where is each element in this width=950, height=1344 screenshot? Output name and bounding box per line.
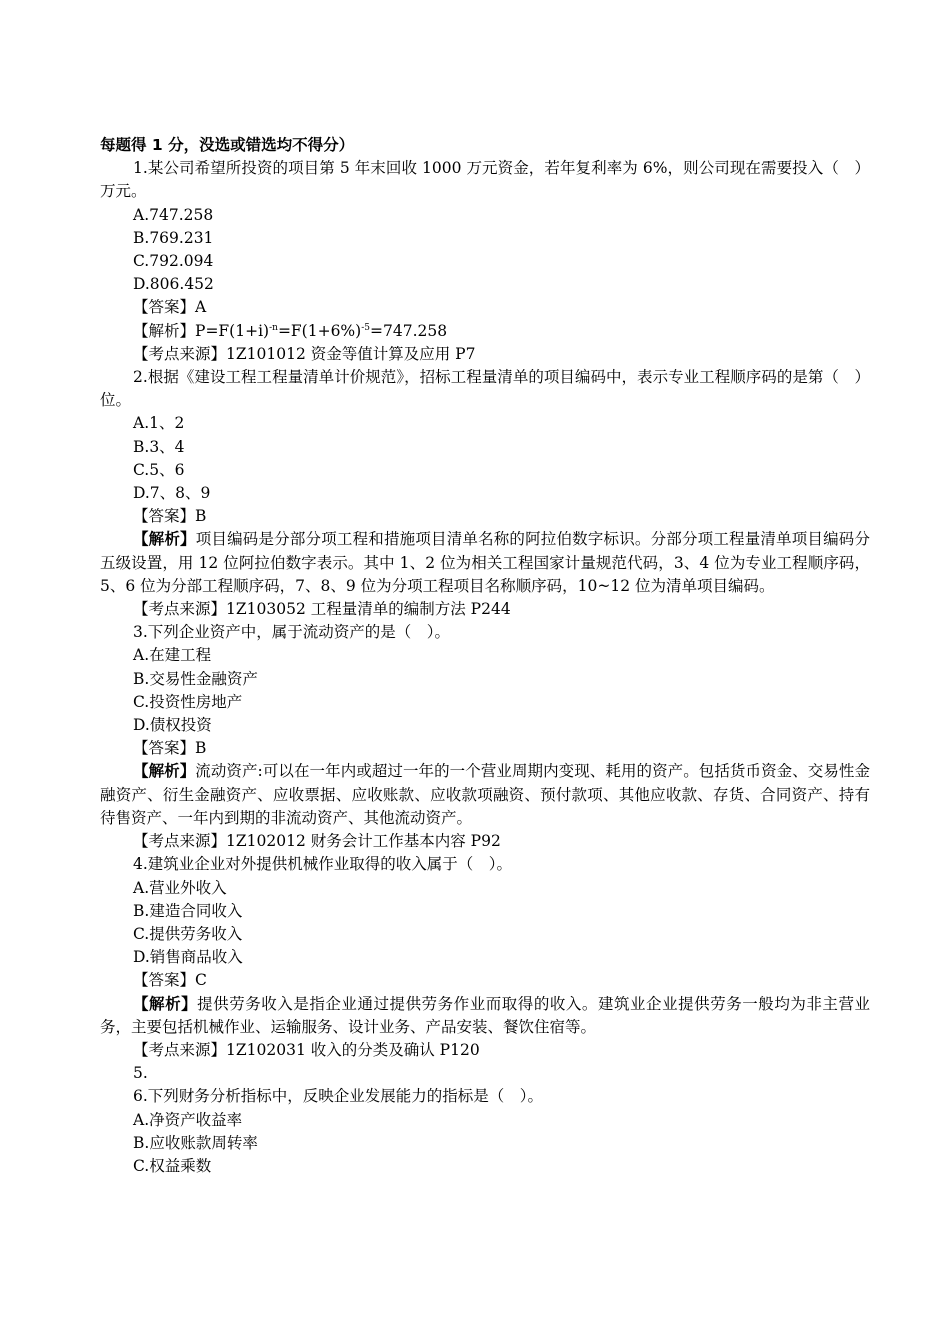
question-2-option-a: A.1、2 (133, 414, 185, 433)
formula-exponent-1: -n (269, 322, 278, 333)
source-value: 1Z102012 财务会计工作基本内容 P92 (226, 832, 501, 851)
question-2-source (100, 598, 870, 621)
question-4-option-d: D.销售商品收入 (133, 948, 243, 967)
question-4-option-b: B.建造合同收入 (133, 901, 243, 920)
question-1-answer (100, 296, 870, 319)
source-label: 【考点来源】 (133, 344, 227, 363)
answer-label: 【答案】 (133, 739, 196, 758)
source-value: 1Z103052 工程量清单的编制方法 P244 (226, 600, 511, 619)
question-6-option-c: C.权益乘数 (133, 1156, 212, 1175)
question-2-option-b: B.3、4 (133, 437, 185, 456)
question-6-stem: 6.下列财务分析指标中，反映企业发展能力的指标是（ ）。 (133, 1087, 544, 1106)
analysis-label: 【解析】 (133, 321, 196, 340)
formula-exponent-2: -5 (361, 322, 370, 333)
answer-value: A (195, 298, 207, 317)
document-page (100, 134, 870, 1178)
question-6-option-a: A.净资产收益率 (133, 1110, 243, 1129)
answer-label: 【答案】 (133, 298, 196, 317)
analysis-label: 【解析】 (133, 530, 196, 549)
analysis-text: 流动资产:可以在一年内或超过一年的一个营业周期内变现、耗用的资产。包括货币资金、交易性金融资产、衍生金融资产、应收票据、应收账款、应收款项融资、预付款项、其他应收款、存货、合同资产、持有待售资产、一年内到期的非流动资产、其他流动资产。 (100, 762, 870, 827)
section-header: 每题得 1 分，没选或错选均不得分） (100, 136, 355, 154)
question-1-analysis (100, 320, 870, 343)
source-value: 1Z101012 资金等值计算及应用 P7 (226, 344, 476, 363)
answer-label: 【答案】 (133, 507, 196, 526)
question-3-answer (100, 737, 870, 760)
formula-part-3: =747.258 (370, 321, 448, 340)
question-2-option-d: D.7、8、9 (133, 484, 211, 503)
question-4-option-c: C.提供劳务收入 (133, 924, 243, 943)
source-label: 【考点来源】 (133, 1040, 227, 1059)
analysis-label: 【解析】 (133, 994, 198, 1013)
question-3-analysis (100, 760, 870, 830)
source-value: 1Z102031 收入的分类及确认 P120 (226, 1040, 480, 1059)
analysis-text: 提供劳务收入是指企业通过提供劳务作业而取得的收入。建筑业企业提供劳务一般均为非主营业务，主要包括机械作业、运输服务、设计业务、产品安装、餐饮住宿等。 (100, 994, 870, 1036)
question-2-answer (100, 505, 870, 528)
answer-value: B (195, 739, 207, 758)
question-1-option-c: C.792.094 (133, 252, 214, 271)
analysis-text: 项目编码是分部分项工程和措施项目清单名称的阿拉伯数字标识。分部分项工程量清单项目编码分五级设置，用 12 位阿拉伯数字表示。其中 1、2 位为相关工程国家计量规范代码，3、4 位为专业工程顺序码，5、6 位为分部工程顺序码，7、8、9 位为分项工程项目名称顺序码，10~12 位为清单项目编码。 (100, 530, 870, 595)
question-5-stem: 5. (133, 1064, 148, 1083)
question-4-stem: 4.建筑业企业对外提供机械作业取得的收入属于（ ）。 (133, 855, 513, 874)
answer-value: B (195, 507, 207, 526)
question-4-analysis (100, 993, 870, 1039)
source-label: 【考点来源】 (133, 832, 227, 851)
question-3-option-b: B.交易性金融资产 (133, 669, 258, 688)
question-4-answer (100, 969, 870, 992)
question-4-source (100, 1039, 870, 1062)
answer-value: C (195, 971, 207, 990)
analysis-label: 【解析】 (133, 762, 196, 781)
question-1-option-a: A.747.258 (133, 205, 214, 224)
question-3-stem: 3.下列企业资产中，属于流动资产的是（ ）。 (133, 623, 451, 642)
question-2-stem: 2.根据《建设工程工程量清单计价规范》，招标工程量清单的项目编码中，表示专业工程顺序码的是第（ ）位。 (100, 368, 870, 410)
answer-label: 【答案】 (133, 971, 196, 990)
question-3-source (100, 830, 870, 853)
formula-part-1: P=F(1+i) (195, 321, 270, 340)
question-2-analysis (100, 528, 870, 598)
question-3-option-c: C.投资性房地产 (133, 692, 243, 711)
question-1-stem: 1.某公司希望所投资的项目第 5 年末回收 1000 万元资金，若年复利率为 6%，则公司现在需要投入（ ）万元。 (100, 159, 870, 201)
source-label: 【考点来源】 (133, 600, 227, 619)
question-3-option-d: D.债权投资 (133, 716, 212, 735)
formula-part-2: =F(1+6%) (277, 321, 362, 340)
question-4-option-a: A.营业外收入 (133, 878, 227, 897)
question-1-option-b: B.769.231 (133, 228, 214, 247)
question-1-option-d: D.806.452 (133, 275, 214, 294)
question-3-option-a: A.在建工程 (133, 646, 212, 665)
question-1-source (100, 343, 870, 366)
question-2-option-c: C.5、6 (133, 460, 185, 479)
question-6-option-b: B.应收账款周转率 (133, 1133, 258, 1152)
